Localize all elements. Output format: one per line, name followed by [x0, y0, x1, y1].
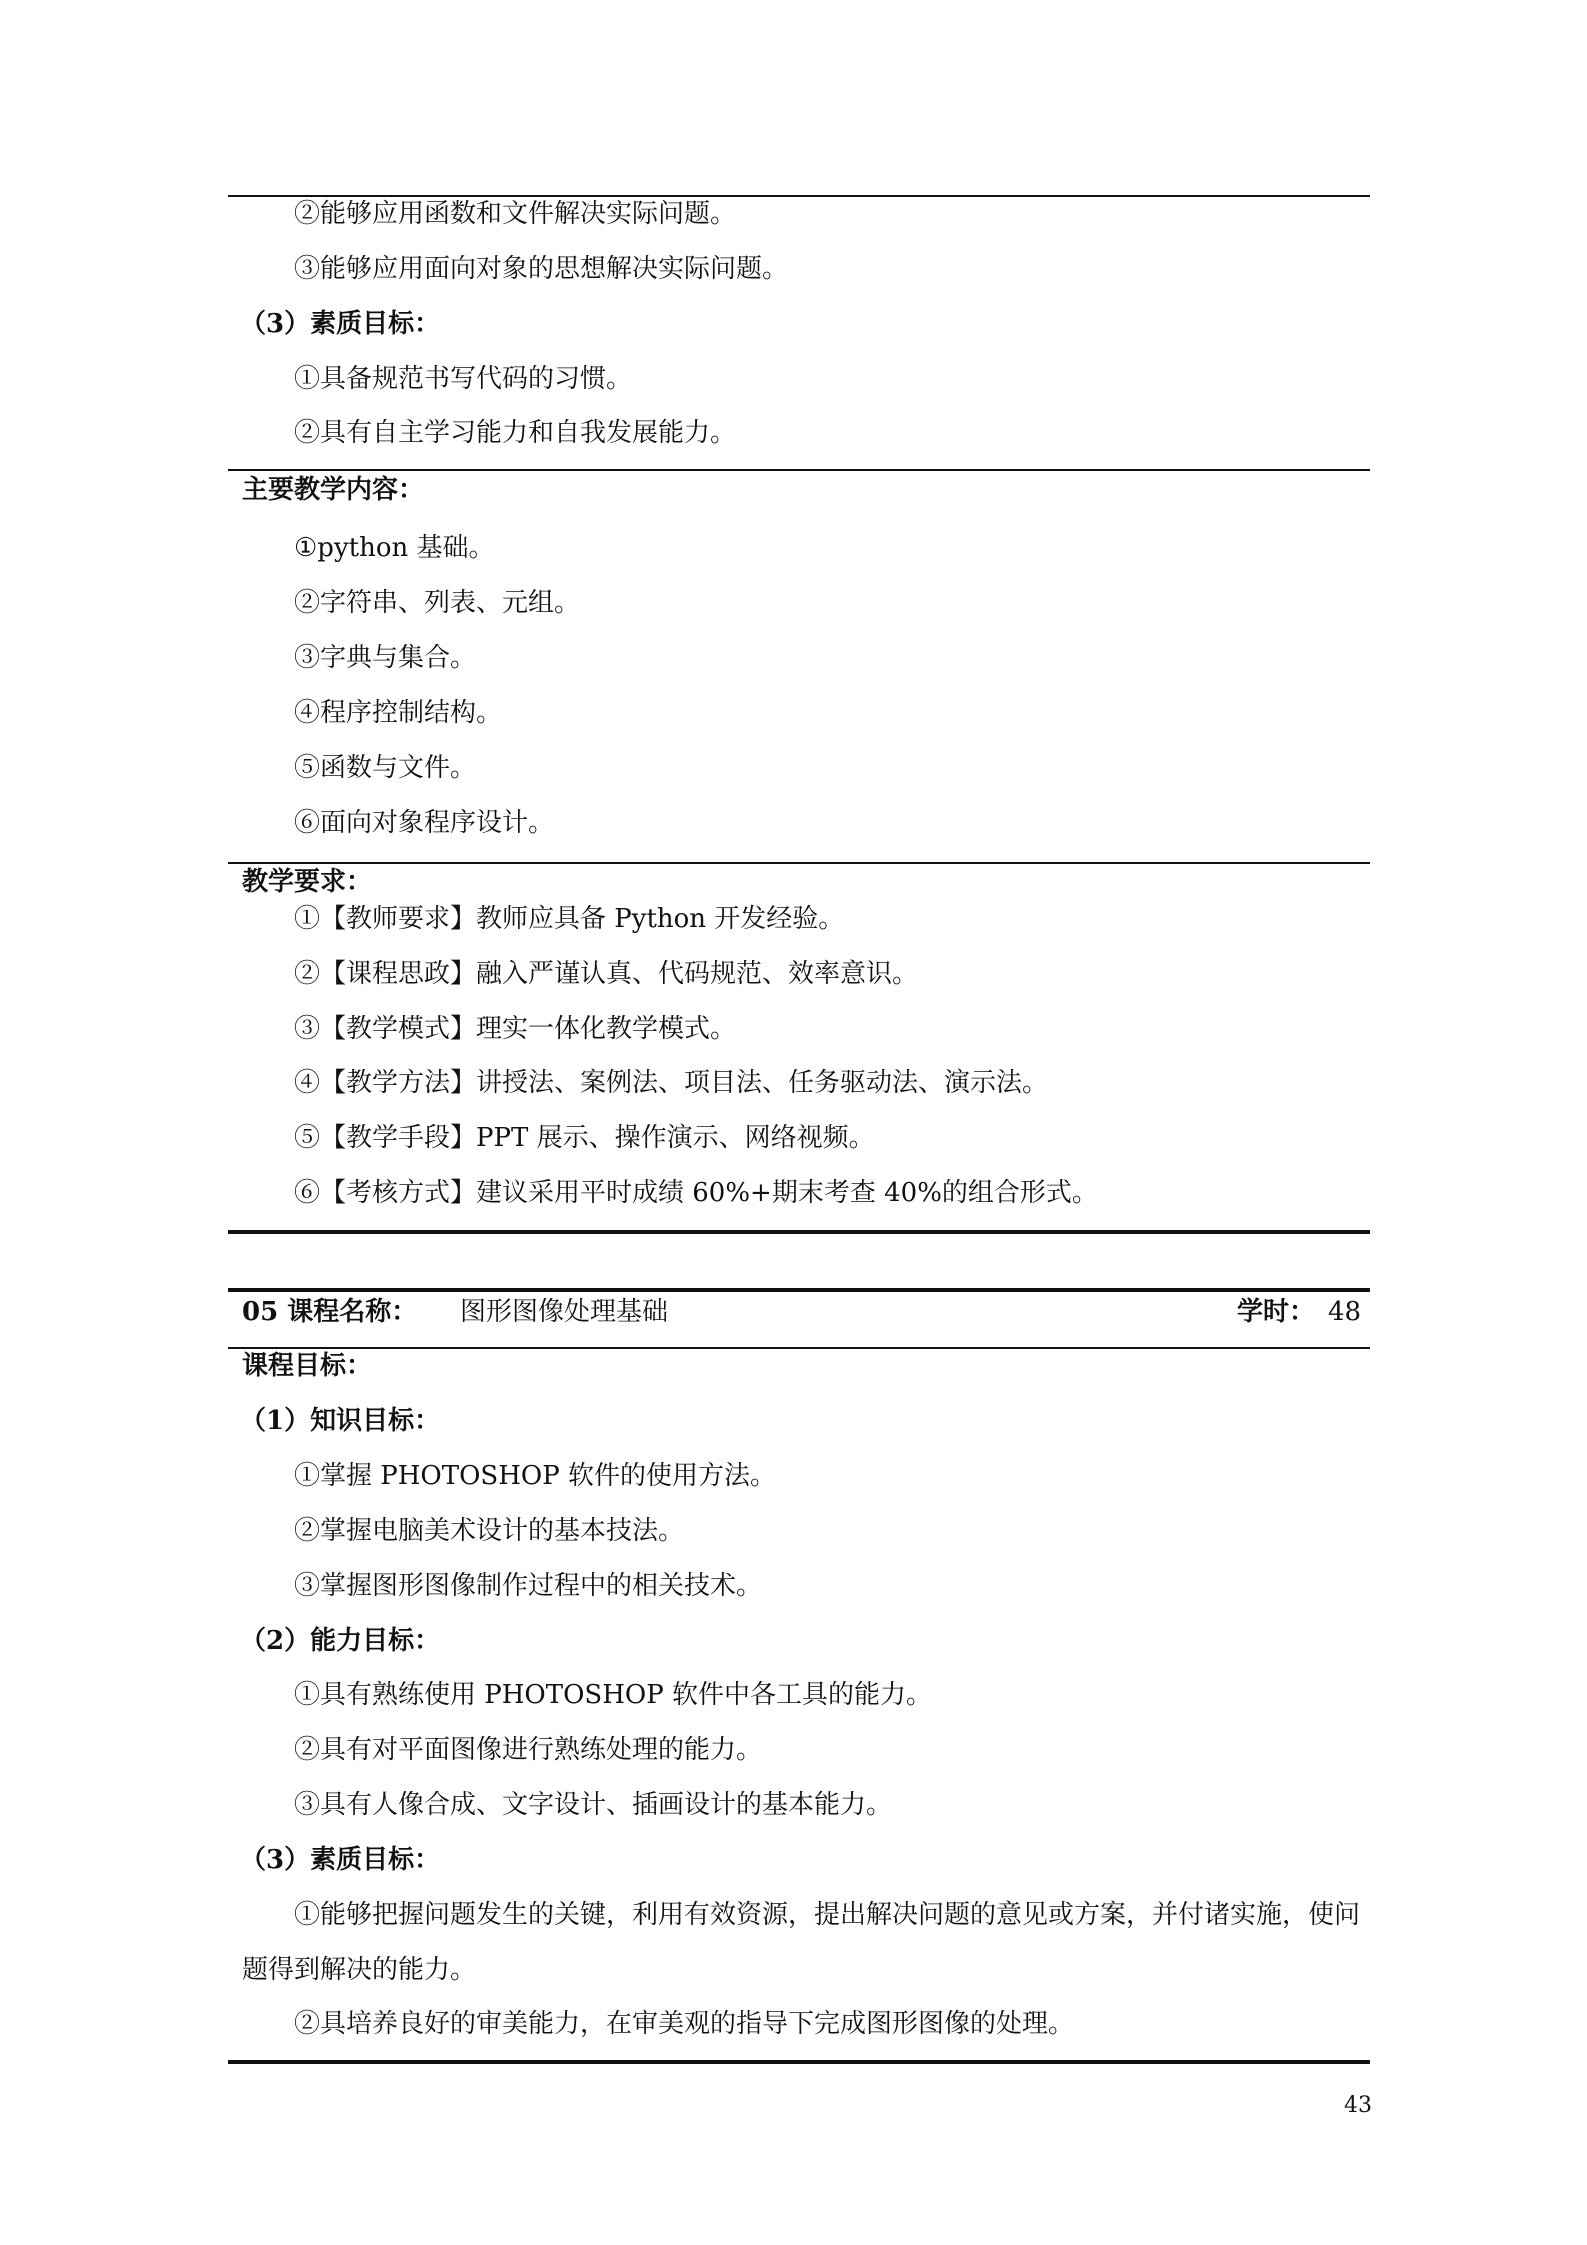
ability-item: ②能够应用函数和文件解决实际问题。 — [294, 199, 737, 229]
section-divider — [228, 469, 1370, 471]
teaching-requirements-heading: 教学要求： — [242, 867, 373, 897]
quality-item: ①具备规范书写代码的习惯。 — [294, 364, 633, 394]
content-item: ⑤函数与文件。 — [294, 753, 477, 783]
ability-item: ③能够应用面向对象的思想解决实际问题。 — [294, 254, 789, 284]
knowledge-item: ①掌握 PHOTOSHOP 软件的使用方法。 — [294, 1461, 776, 1491]
hours-label: 学时： — [1237, 1297, 1316, 1327]
content-item: ①python 基础。 — [294, 533, 495, 563]
page-number: 43 — [1344, 2093, 1372, 2118]
header-divider — [228, 1347, 1370, 1349]
teaching-content-heading: 主要教学内容： — [242, 475, 425, 505]
requirement-item: ②【课程思政】融入严谨认真、代码规范、效率意识。 — [294, 959, 919, 989]
quality-item: ②具有自主学习能力和自我发展能力。 — [294, 418, 737, 448]
requirement-item: ①【教师要求】教师应具备 Python 开发经验。 — [294, 904, 845, 934]
course-name-value: 图形图像处理基础 — [460, 1297, 669, 1327]
quality-goal-heading: （3）素质目标： — [240, 309, 441, 339]
requirement-item: ⑤【教学手段】PPT 展示、操作演示、网络视频。 — [294, 1123, 875, 1153]
table-bottom-rule — [228, 2060, 1370, 2064]
requirement-item: ④【教学方法】讲授法、案例法、项目法、任务驱动法、演示法。 — [294, 1068, 1049, 1098]
knowledge-item: ③掌握图形图像制作过程中的相关技术。 — [294, 1571, 763, 1601]
quality-paragraph-text: ①能够把握问题发生的关键，利用有效资源，提出解决问题的意见或方案，并付诸实施，使问题得到解决的能力。 — [242, 1900, 1361, 1985]
section-divider — [228, 862, 1370, 864]
content-item: ⑥面向对象程序设计。 — [294, 808, 555, 838]
content-item: ②字符串、列表、元组。 — [294, 588, 581, 618]
quality-goal-heading: （3）素质目标： — [240, 1845, 441, 1875]
table-bottom-rule — [228, 1230, 1370, 1234]
ability-item: ②具有对平面图像进行熟练处理的能力。 — [294, 1735, 763, 1765]
course-goals-heading: 课程目标： — [242, 1351, 373, 1381]
knowledge-goal-heading: （1）知识目标： — [240, 1406, 441, 1436]
quality-paragraph — [242, 1888, 1370, 1998]
quality-item: ②具培养良好的审美能力，在审美观的指导下完成图形图像的处理。 — [294, 2009, 1075, 2039]
ability-item: ①具有熟练使用 PHOTOSHOP 软件中各工具的能力。 — [294, 1680, 932, 1710]
ability-goal-heading: （2）能力目标： — [240, 1626, 441, 1656]
content-item: ④程序控制结构。 — [294, 698, 503, 728]
requirement-item: ③【教学模式】理实一体化教学模式。 — [294, 1014, 737, 1044]
course-name-label: 05 课程名称： — [242, 1297, 418, 1327]
content-item: ③字典与集合。 — [294, 643, 477, 673]
table-top-rule — [228, 1288, 1370, 1292]
knowledge-item: ②掌握电脑美术设计的基本技法。 — [294, 1516, 685, 1546]
ability-item: ③具有人像合成、文字设计、插画设计的基本能力。 — [294, 1790, 893, 1820]
hours-value: 48 — [1328, 1297, 1362, 1327]
requirement-item: ⑥【考核方式】建议采用平时成绩 60%+期末考查 40%的组合形式。 — [294, 1178, 1098, 1208]
